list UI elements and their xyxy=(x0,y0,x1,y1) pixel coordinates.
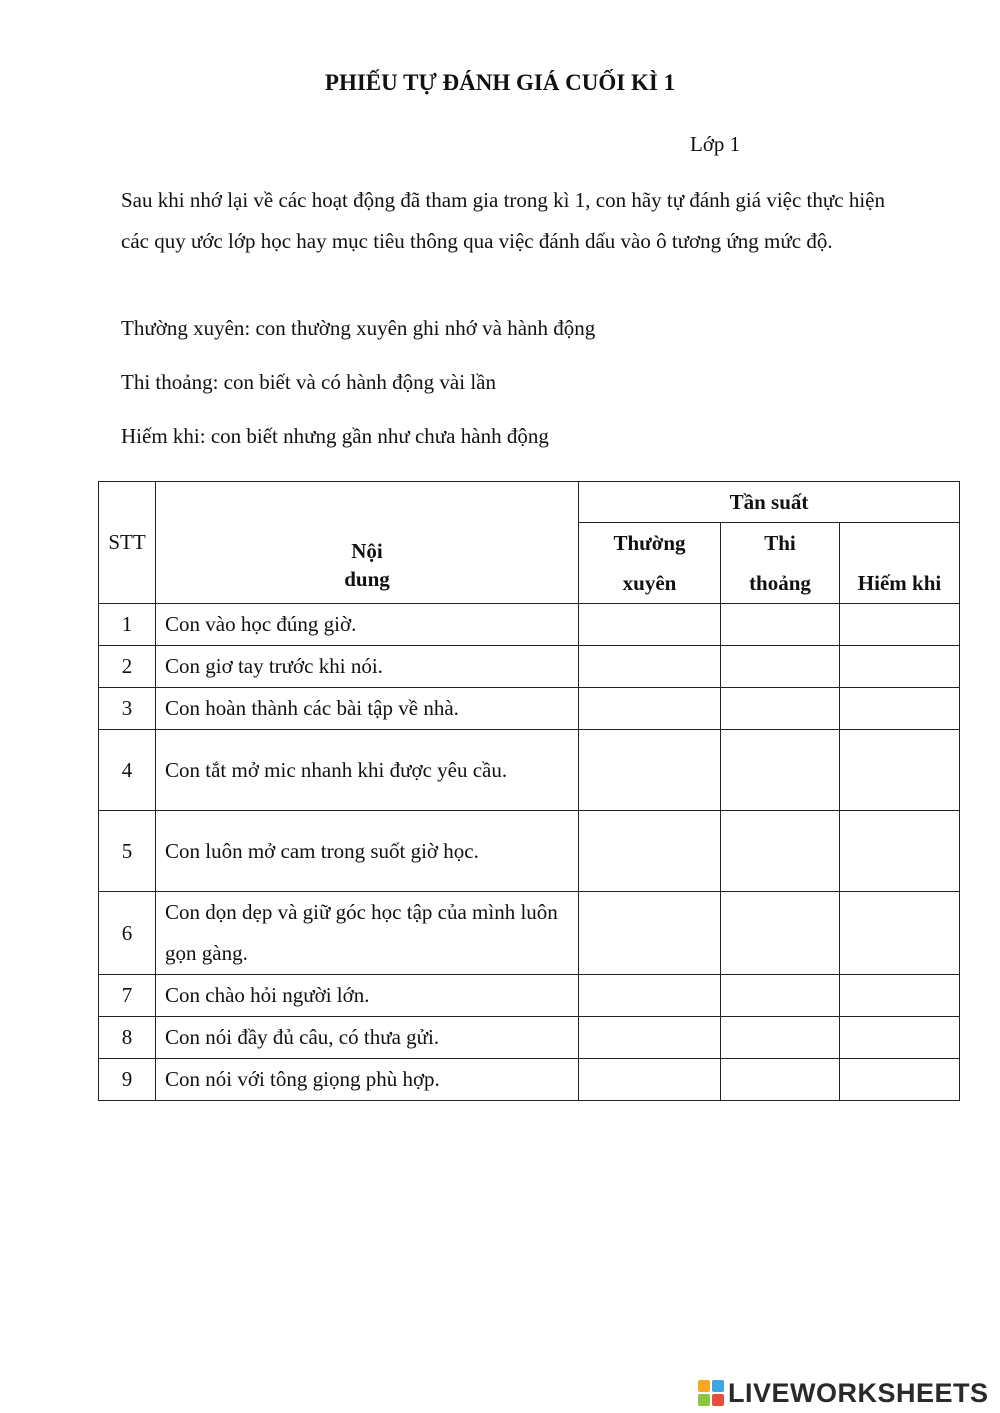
instructions-paragraph: Sau khi nhớ lại về các hoạt động đã tham gia trong kì 1, con hãy tự đánh giá việc thực hiện các quy ước lớp học hay mục tiêu thông qua việc đánh dấu vào ô tương ứng mức độ. xyxy=(121,188,885,253)
header-rarely-label: Hiếm khi xyxy=(857,571,942,595)
header-frequency: Tần suất xyxy=(579,482,960,523)
checkbox-cell-often[interactable] xyxy=(579,730,721,811)
row-number: 2 xyxy=(99,646,156,688)
table-row xyxy=(99,1059,960,1101)
row-content: Con luôn mở cam trong suốt giờ học. xyxy=(156,811,579,892)
watermark-text: LIVEWORKSHEETS xyxy=(728,1377,989,1408)
checkbox-cell-sometimes[interactable] xyxy=(721,811,840,892)
row-content: Con tắt mở mic nhanh khi được yêu cầu. xyxy=(156,730,579,811)
row-content: Con giơ tay trước khi nói. xyxy=(156,646,579,688)
checkbox-cell-rarely[interactable] xyxy=(840,646,960,688)
table-row xyxy=(99,688,960,730)
header-often xyxy=(579,523,721,604)
row-number: 6 xyxy=(99,892,156,975)
grade-label: Lớp 1 xyxy=(690,132,741,156)
header-often-line1: Thường xyxy=(613,531,686,555)
checkbox-cell-often[interactable] xyxy=(579,1017,721,1059)
checkbox-cell-often[interactable] xyxy=(579,604,721,646)
checkbox-cell-often[interactable] xyxy=(579,688,721,730)
checkbox-cell-sometimes[interactable] xyxy=(721,646,840,688)
page-title: PHIẾU TỰ ĐÁNH GIÁ CUỐI KÌ 1 xyxy=(324,70,676,95)
checkbox-cell-sometimes[interactable] xyxy=(721,892,840,975)
row-content: Con nói với tông giọng phù hợp. xyxy=(156,1059,579,1101)
checkbox-cell-rarely[interactable] xyxy=(840,730,960,811)
checkbox-cell-rarely[interactable] xyxy=(840,604,960,646)
header-content-line1: Nội xyxy=(351,539,383,563)
row-content: Con chào hỏi người lớn. xyxy=(156,975,579,1017)
checkbox-cell-often[interactable] xyxy=(579,892,721,975)
self-assessment-table xyxy=(98,481,960,1101)
row-number: 3 xyxy=(99,688,156,730)
row-number: 5 xyxy=(99,811,156,892)
checkbox-cell-rarely[interactable] xyxy=(840,1017,960,1059)
checkbox-cell-often[interactable] xyxy=(579,975,721,1017)
legend-rarely: Hiếm khi: con biết nhưng gần như chưa hành động xyxy=(121,424,549,448)
row-number: 1 xyxy=(99,604,156,646)
header-sometimes-line2: thoảng xyxy=(749,571,811,595)
checkbox-cell-sometimes[interactable] xyxy=(721,1059,840,1101)
checkbox-cell-rarely[interactable] xyxy=(840,1059,960,1101)
row-number: 4 xyxy=(99,730,156,811)
table-row xyxy=(99,811,960,892)
header-sometimes-line1: Thi xyxy=(764,531,796,555)
table-row xyxy=(99,604,960,646)
header-stt: STT xyxy=(99,482,156,604)
table-row xyxy=(99,892,960,975)
checkbox-cell-sometimes[interactable] xyxy=(721,730,840,811)
checkbox-cell-often[interactable] xyxy=(579,811,721,892)
table-row xyxy=(99,730,960,811)
table-row xyxy=(99,975,960,1017)
table-row xyxy=(99,1017,960,1059)
header-content-line2: dung xyxy=(344,567,390,591)
checkbox-cell-sometimes[interactable] xyxy=(721,688,840,730)
checkbox-cell-rarely[interactable] xyxy=(840,975,960,1017)
row-number: 8 xyxy=(99,1017,156,1059)
table-row xyxy=(99,646,960,688)
checkbox-cell-rarely[interactable] xyxy=(840,811,960,892)
checkbox-cell-sometimes[interactable] xyxy=(721,1017,840,1059)
checkbox-cell-sometimes[interactable] xyxy=(721,604,840,646)
checkbox-cell-rarely[interactable] xyxy=(840,892,960,975)
liveworksheets-logo-icon xyxy=(698,1380,724,1406)
row-content: Con vào học đúng giờ. xyxy=(156,604,579,646)
checkbox-cell-sometimes[interactable] xyxy=(721,975,840,1017)
row-number: 9 xyxy=(99,1059,156,1101)
row-number: 7 xyxy=(99,975,156,1017)
header-sometimes xyxy=(721,523,840,604)
legend-often: Thường xuyên: con thường xuyên ghi nhớ và hành động xyxy=(121,316,596,340)
row-content: Con dọn dẹp và giữ góc học tập của mình luôn gọn gàng. xyxy=(156,892,579,975)
liveworksheets-watermark xyxy=(698,1378,989,1408)
header-often-line2: xuyên xyxy=(622,571,677,595)
row-content: Con nói đầy đủ câu, có thưa gửi. xyxy=(156,1017,579,1059)
header-rarely xyxy=(840,523,960,604)
checkbox-cell-rarely[interactable] xyxy=(840,688,960,730)
row-content: Con hoàn thành các bài tập về nhà. xyxy=(156,688,579,730)
header-content xyxy=(156,482,579,604)
checkbox-cell-often[interactable] xyxy=(579,646,721,688)
legend-sometimes: Thi thoảng: con biết và có hành động vài lần xyxy=(121,370,496,394)
checkbox-cell-often[interactable] xyxy=(579,1059,721,1101)
